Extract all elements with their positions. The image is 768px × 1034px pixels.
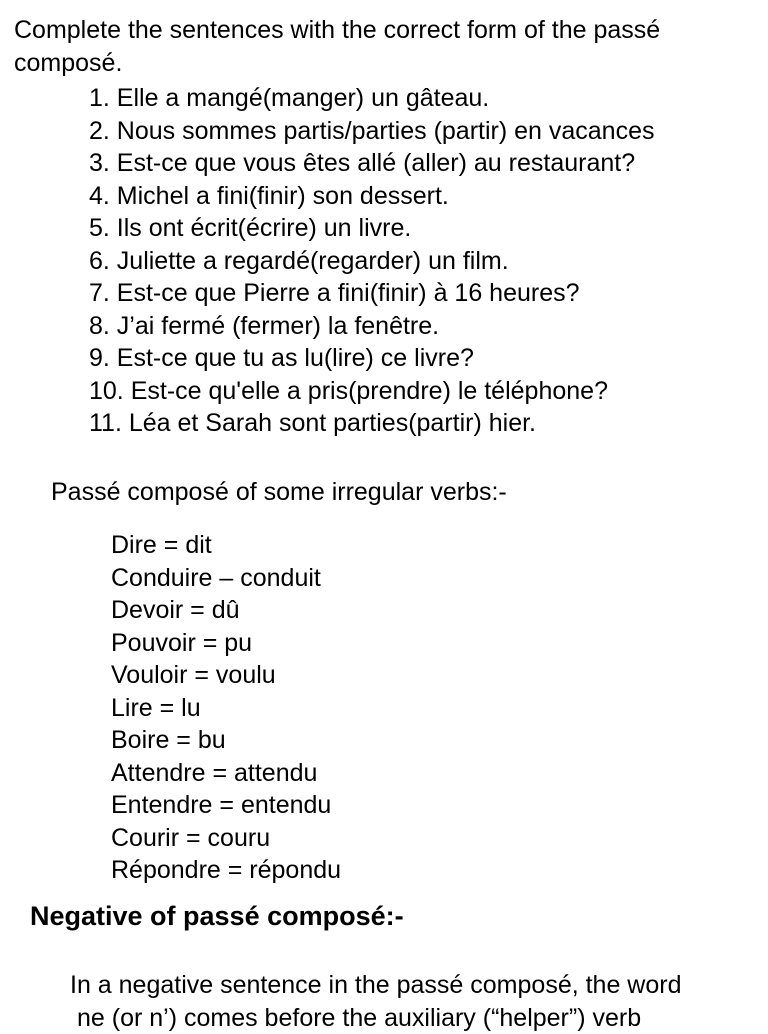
negative-heading: Negative of passé composé:- [30, 900, 404, 933]
exercise-item-1: 1. Elle a mangé(manger) un gâteau. [89, 82, 655, 115]
irregular-verbs-heading: Passé composé of some irregular verbs:- [51, 476, 507, 509]
verb-item-attendre: Attendre = attendu [111, 757, 341, 790]
irregular-verbs-list [111, 529, 341, 861]
exercise-item-2: 2. Nous sommes partis/parties (partir) en vacances [89, 115, 655, 148]
exercise-item-10: 10. Est-ce qu'elle a pris(prendre) le téléphone? [89, 375, 655, 408]
verb-item-dire: Dire = dit [111, 529, 341, 562]
verb-item-devoir: Devoir = dû [111, 594, 341, 627]
verb-item-boire: Boire = bu [111, 724, 341, 757]
negative-explanation [70, 969, 750, 1034]
verb-item-pouvoir: Pouvoir = pu [111, 627, 341, 660]
exercise-item-3: 3. Est-ce que vous êtes allé (aller) au restaurant? [89, 147, 655, 180]
exercise-item-9: 9. Est-ce que tu as lu(lire) ce livre? [89, 342, 655, 375]
verb-item-repondre: Répondre = répondu [111, 854, 341, 887]
exercise-item-6: 6. Juliette a regardé(regarder) un film. [89, 245, 655, 278]
verb-item-courir: Courir = couru [111, 822, 341, 855]
exercise-instruction: Complete the sentences with the correct form of the passé composé. [14, 14, 754, 79]
verb-item-conduire: Conduire – conduit [111, 562, 341, 595]
exercise-item-5: 5. Ils ont écrit(écrire) un livre. [89, 212, 655, 245]
exercise-item-4: 4. Michel a fini(finir) son dessert. [89, 180, 655, 213]
verb-item-entendre: Entendre = entendu [111, 789, 341, 822]
verb-item-vouloir: Vouloir = voulu [111, 659, 341, 692]
exercise-item-8: 8. J’ai fermé (fermer) la fenêtre. [89, 310, 655, 343]
negative-line-1: In a negative sentence in the passé composé, the word [70, 969, 750, 1002]
verb-item-lire: Lire = lu [111, 692, 341, 725]
exercise-item-11: 11. Léa et Sarah sont parties(partir) hier. [89, 407, 655, 440]
negative-line-2: ne (or n’) comes before the auxiliary (“helper”) verb [70, 1002, 750, 1034]
exercise-list [89, 82, 655, 432]
exercise-item-7: 7. Est-ce que Pierre a fini(finir) à 16 heures? [89, 277, 655, 310]
